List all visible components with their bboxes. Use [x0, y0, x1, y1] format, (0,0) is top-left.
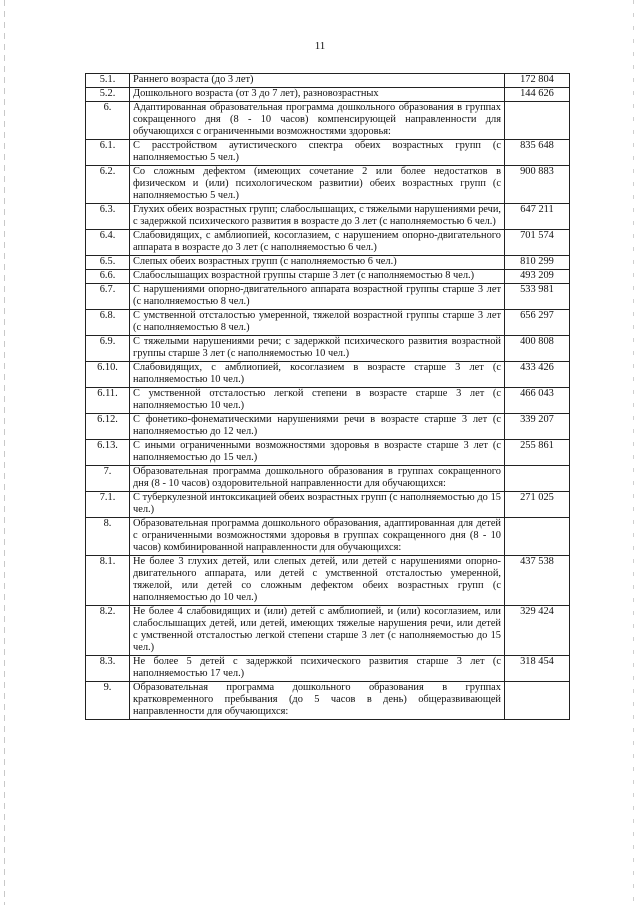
row-description: Образовательная программа дошкольного образования в группах сокращенного дня (8 - 10 часов) оздоровительной направленности для обучающихся: — [130, 466, 505, 492]
row-value: 656 297 — [505, 310, 570, 336]
row-value: 900 883 — [505, 166, 570, 204]
row-description: Раннего возраста (до 3 лет) — [130, 74, 505, 88]
row-number: 6. — [86, 102, 130, 140]
table-row — [86, 414, 570, 440]
table-row — [86, 656, 570, 682]
row-description: Слабовидящих, с амблиопией, косоглазием в возрасте старше 3 лет (с наполняемостью 10 чел.) — [130, 362, 505, 388]
page-number: 11 — [314, 40, 326, 52]
row-description: С умственной отсталостью легкой степени в возрасте старше 3 лет (с наполняемостью 10 чел.) — [130, 388, 505, 414]
row-value: 701 574 — [505, 230, 570, 256]
table-row — [86, 102, 570, 140]
row-value: 400 808 — [505, 336, 570, 362]
row-number: 8. — [86, 518, 130, 556]
row-value: 144 626 — [505, 88, 570, 102]
row-number: 6.12. — [86, 414, 130, 440]
row-description: Образовательная программа дошкольного образования, адаптированная для детей с ограниченными возможностями здоровья в группах сокращенного дня (8 - 10 часов) комбинированной направленности для обучающихся: — [130, 518, 505, 556]
row-value — [505, 518, 570, 556]
row-description: С иными ограниченными возможностями здоровья в возрасте старше 3 лет (с наполняемостью до 15 чел.) — [130, 440, 505, 466]
row-description: Не более 3 глухих детей, или слепых детей, или детей с нарушениями опорно-двигательного аппарата, или детей с умственной отсталостью умеренной, тяжелой, или детей со сложным дефектом обеих возрастных групп (с наполняемостью до 10 чел.) — [130, 556, 505, 606]
tariff-table — [85, 73, 570, 720]
table-row — [86, 336, 570, 362]
row-value: 810 299 — [505, 256, 570, 270]
row-description: Не более 5 детей с задержкой психического развития старше 3 лет (с наполняемостью 17 чел.) — [130, 656, 505, 682]
row-number: 6.7. — [86, 284, 130, 310]
row-number: 6.2. — [86, 166, 130, 204]
table-row — [86, 256, 570, 270]
row-value: 172 804 — [505, 74, 570, 88]
row-value: 255 861 — [505, 440, 570, 466]
row-number: 6.3. — [86, 204, 130, 230]
row-value — [505, 466, 570, 492]
row-number: 6.6. — [86, 270, 130, 284]
row-value: 466 043 — [505, 388, 570, 414]
row-description: Слепых обеих возрастных групп (с наполняемостью 6 чел.) — [130, 256, 505, 270]
row-description: Адаптированная образовательная программа дошкольного образования в группах сокращенного дня (8 - 10 часов) компенсирующей направленности для обучающихся с ограниченными возможностями здоровья: — [130, 102, 505, 140]
table-row — [86, 204, 570, 230]
row-value: 318 454 — [505, 656, 570, 682]
row-value: 493 209 — [505, 270, 570, 284]
table-row — [86, 166, 570, 204]
row-description: С расстройством аутистического спектра обеих возрастных групп (с наполняемостью 5 чел.) — [130, 140, 505, 166]
row-number: 6.8. — [86, 310, 130, 336]
table-row — [86, 466, 570, 492]
table-row — [86, 388, 570, 414]
table-row — [86, 518, 570, 556]
row-number: 6.1. — [86, 140, 130, 166]
row-number: 6.5. — [86, 256, 130, 270]
row-value: 835 648 — [505, 140, 570, 166]
row-value: 271 025 — [505, 492, 570, 518]
table-row — [86, 74, 570, 88]
table-body — [86, 74, 570, 720]
row-description: С фонетико-фонематическими нарушениями речи в возрасте старше 3 лет (с наполняемостью до 12 чел.) — [130, 414, 505, 440]
row-number: 7.1. — [86, 492, 130, 518]
row-number: 6.13. — [86, 440, 130, 466]
table-row — [86, 606, 570, 656]
row-description: Глухих обеих возрастных групп; слабослышащих, с тяжелыми нарушениями речи, с задержкой психического развития в возрасте до 3 лет (с наполняемостью 6 чел.) — [130, 204, 505, 230]
row-number: 5.2. — [86, 88, 130, 102]
row-value: 329 424 — [505, 606, 570, 656]
row-number: 5.1. — [86, 74, 130, 88]
row-description: Слабовидящих, с амблиопией, косоглазием, с нарушением опорно-двигательного аппарата в возрасте до 3 лет (с наполняемостью 6 чел.) — [130, 230, 505, 256]
row-description: Образовательная программа дошкольного образования в группах кратковременного пребывания (до 5 часов в день) общеразвивающей направленности для обучающихся: — [130, 682, 505, 720]
row-description: С туберкулезной интоксикацией обеих возрастных групп (с наполняемостью до 15 чел.) — [130, 492, 505, 518]
row-description: С тяжелыми нарушениями речи; с задержкой психического развития возрастной группы старше 3 лет (с наполняемостью 10 чел.) — [130, 336, 505, 362]
row-number: 8.2. — [86, 606, 130, 656]
row-number: 6.9. — [86, 336, 130, 362]
row-number: 8.3. — [86, 656, 130, 682]
table-row — [86, 270, 570, 284]
scan-edge-left — [4, 0, 5, 905]
table-row — [86, 310, 570, 336]
row-number: 8.1. — [86, 556, 130, 606]
row-number: 9. — [86, 682, 130, 720]
row-description: С умственной отсталостью умеренной, тяжелой возрастной группы старше 3 лет (с наполняемостью 8 чел.) — [130, 310, 505, 336]
row-number: 6.10. — [86, 362, 130, 388]
row-number: 7. — [86, 466, 130, 492]
row-value: 437 538 — [505, 556, 570, 606]
table-row — [86, 284, 570, 310]
row-description: Со сложным дефектом (имеющих сочетание 2 или более недостатков в физическом и (или) психологическом развитии) обеих возрастных групп (с наполняемостью 5 чел.) — [130, 166, 505, 204]
table-row — [86, 140, 570, 166]
table-row — [86, 230, 570, 256]
table-row — [86, 556, 570, 606]
row-value: 647 211 — [505, 204, 570, 230]
row-description: Дошкольного возраста (от 3 до 7 лет), разновозрастных — [130, 88, 505, 102]
row-description: Не более 4 слабовидящих и (или) детей с амблиопией, и (или) косоглазием, или слабослышащих детей, или детей, имеющих тяжелые нарушения речи, или детей с умственной отсталостью легкой степени старше 3 лет (с наполняемостью до 15 чел.) — [130, 606, 505, 656]
row-value — [505, 102, 570, 140]
table-row — [86, 492, 570, 518]
table-row — [86, 362, 570, 388]
row-description: С нарушениями опорно-двигательного аппарата возрастной группы старше 3 лет (с наполняемостью 8 чел.) — [130, 284, 505, 310]
row-description: Слабослышащих возрастной группы старше 3 лет (с наполняемостью 8 чел.) — [130, 270, 505, 284]
scan-edge-right — [633, 0, 634, 905]
row-number: 6.11. — [86, 388, 130, 414]
table-row — [86, 88, 570, 102]
table-row — [86, 440, 570, 466]
row-value: 533 981 — [505, 284, 570, 310]
row-value — [505, 682, 570, 720]
row-value: 433 426 — [505, 362, 570, 388]
row-value: 339 207 — [505, 414, 570, 440]
row-number: 6.4. — [86, 230, 130, 256]
table-row — [86, 682, 570, 720]
